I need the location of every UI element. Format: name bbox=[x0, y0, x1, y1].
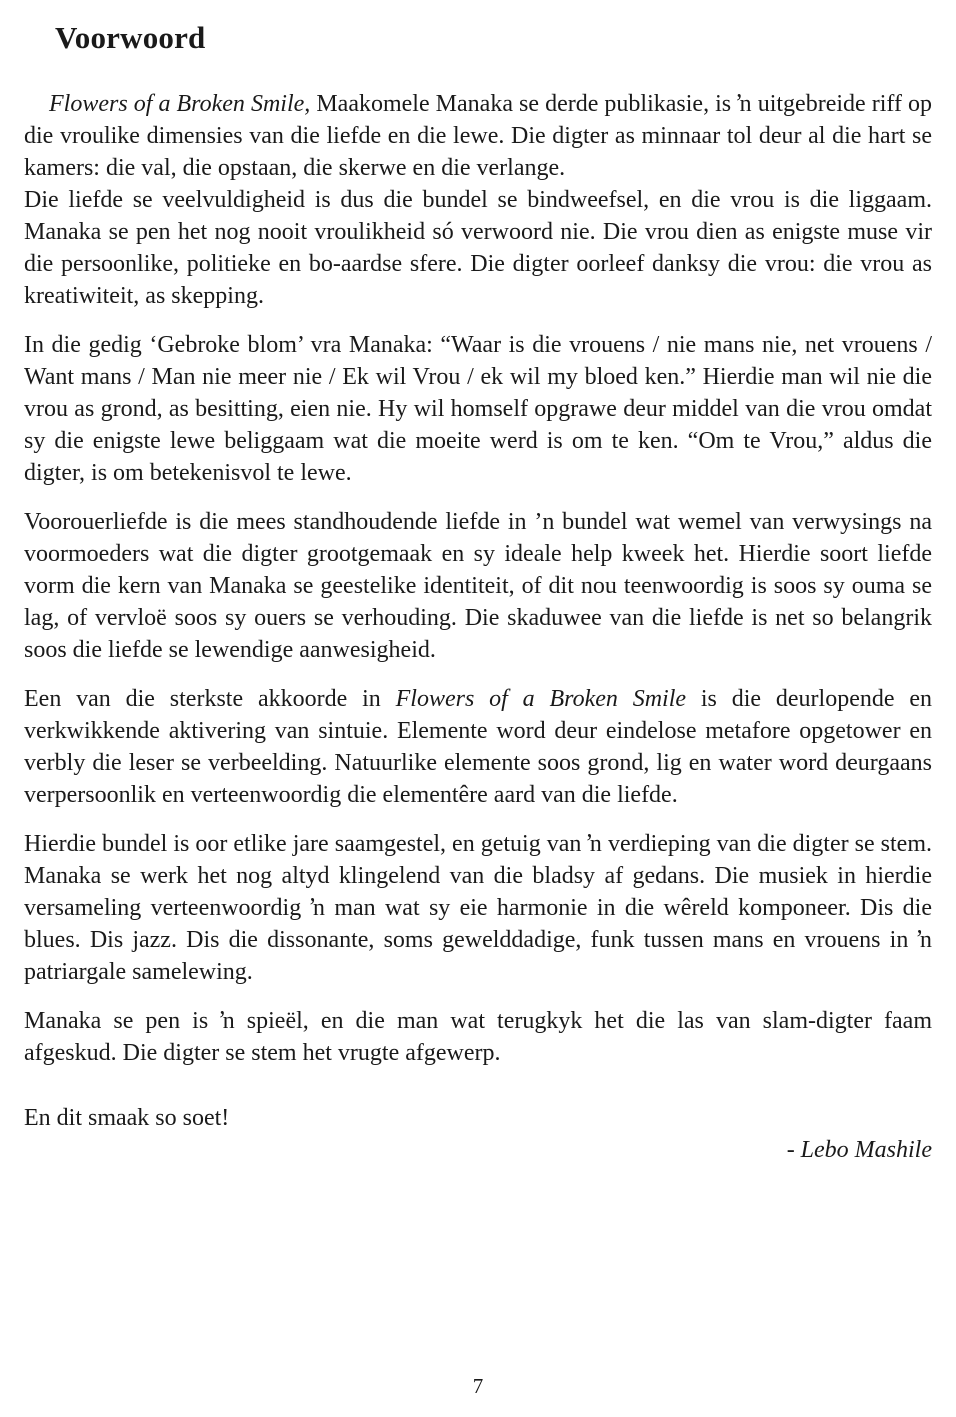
paragraph-6: Hierdie bundel is oor etlike jare saamgestel, en getuig van ŉ verdieping van die digter se stem. Manaka se werk het nog altyd klingelend van die bladsy af gedans. Die musiek in hierdie versameling verteenwoordig ŉ man wat sy eie harmonie in die wêreld komponeer. Dis die blues. Dis jazz. Dis die dissonante, soms gewelddadige, funk tussen mans en vrouens in ŉ patriargale samelewing. bbox=[24, 831, 932, 985]
paragraph-5 bbox=[24, 683, 932, 811]
paragraph-1 bbox=[24, 88, 932, 184]
document-page bbox=[24, 0, 932, 1166]
author-signature: - Lebo Mashile bbox=[786, 1137, 932, 1163]
paragraph-1-text: Maakomele Manaka se derde publikasie, is ŉ uitgebreide riff op die vroulike dimensies van die liefde en die lewe. Die digter as minnaar tol deur al die hart se kamers: die val, die opstaan, die skerwe en die verlange. bbox=[24, 91, 932, 181]
book-title-italic: Flowers of a Broken Smile bbox=[395, 686, 687, 712]
paragraph-7: Manaka se pen is ŉ spieël, en die man wat terugkyk het die las van slam-digter faam afgeskud. Die digter se stem het vrugte afgewerp. bbox=[24, 1008, 932, 1066]
paragraph-5-before: Een van die sterkste akkoorde in bbox=[24, 686, 396, 712]
page-number: 7 bbox=[472, 1374, 484, 1398]
paragraph-2: Die liefde se veelvuldigheid is dus die bundel se bindweefsel, en die vrou is die liggaam. Manaka se pen het nog nooit vroulikheid só verwoord nie. Die vrou dien as enigste muse vir die persoonlike, politieke en bo-aardse sfere. Die digter oorleef danksy die vrou: die vrou as kreatiwiteit, as skepping. bbox=[24, 187, 932, 309]
paragraph-4: Voorouerliefde is die mees standhoudende liefde in ’n bundel wat wemel van verwysings na voormoeders wat die digter grootgemaak en sy ideale help kweek het. Hierdie soort liefde vorm die kern van Manaka se geestelike identiteit, of dit nou teenwoordig is soos sy ouma se lag, of vervloë soos sy ouers se verhouding. Die skaduwee van die liefde is net so belangrik soos die liefde se lewendige aanwesigheid. bbox=[24, 509, 932, 663]
book-title-italic: Flowers of a Broken Smile, bbox=[49, 91, 311, 117]
page-title: Voorwoord bbox=[55, 20, 206, 55]
closing-line: En dit smaak so soet! bbox=[24, 1105, 230, 1131]
paragraph-3: In die gedig ‘Gebroke blom’ vra Manaka: “Waar is die vrouens / nie mans nie, net vrouens / Want mans / Man nie meer nie / Ek wil Vrou / ek wil my bloed ken.” Hierdie man wil nie die vrou as grond, as besitting, eien nie. Hy wil homself opgrawe deur middel van die vrou omdat sy die enigste lewe beliggaam wat die moeite werd is om te ken. “Om te Vrou,” aldus die digter, is om betekenisvol te lewe. bbox=[24, 332, 932, 486]
paragraph-5-after: is die deurlopende en verkwikkende aktivering van sintuie. Elemente word deur eindelose metafore opgetower en verbly die leser se verbeelding. Natuurlike elemente soos grond, lig en water word deurgaans verpersoonlik en verteenwoordig die elementêre aard van die liefde. bbox=[24, 686, 933, 808]
